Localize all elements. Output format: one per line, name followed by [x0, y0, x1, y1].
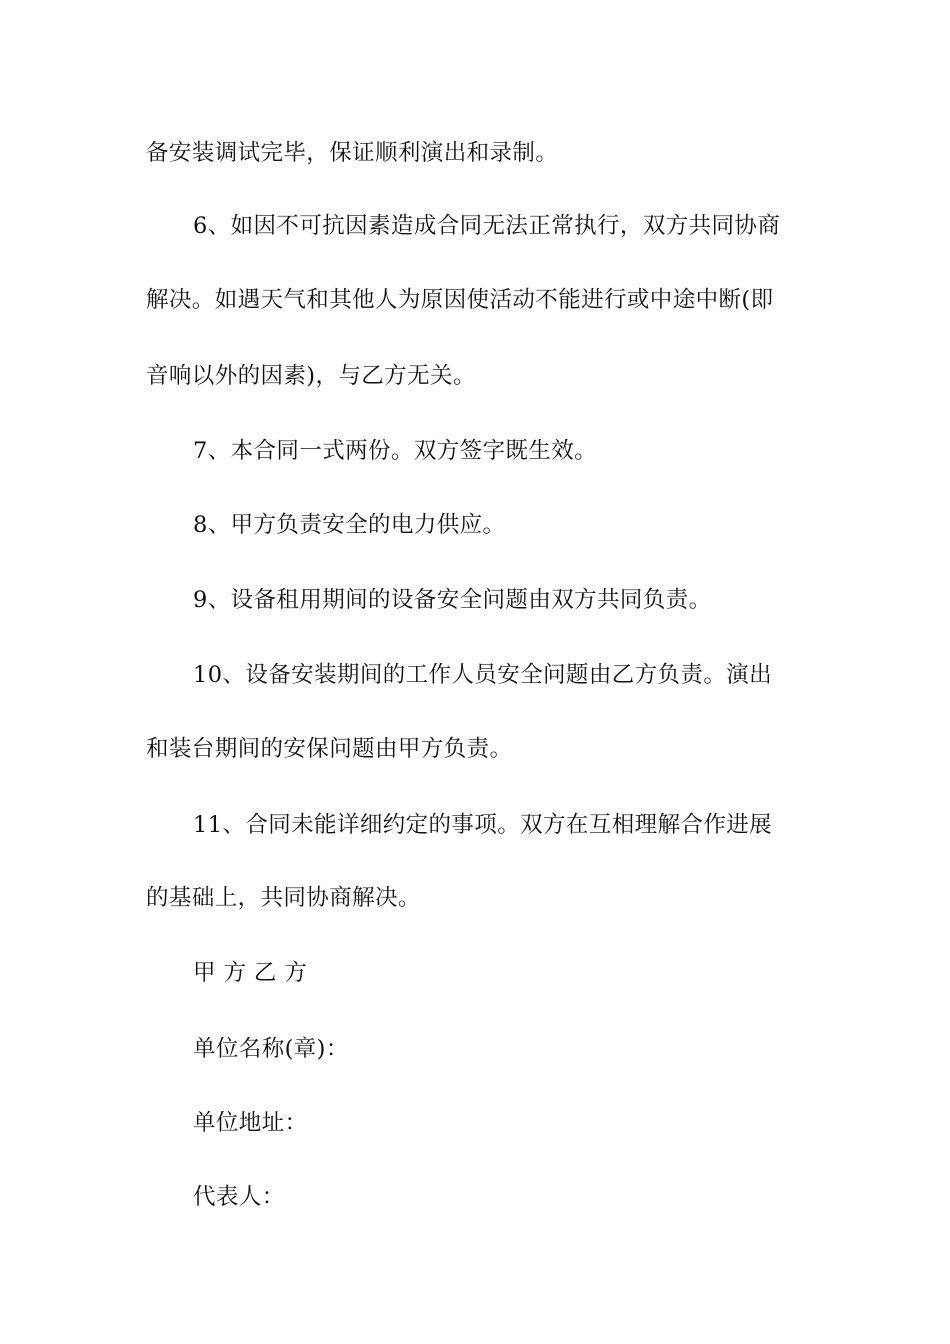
unit-address-label: 单位地址：	[193, 1110, 308, 1136]
clause-10-line-2: 和装台期间的安保问题由甲方负责。	[146, 736, 513, 762]
clause-11-line-2: 的基础上，共同协商解决。	[146, 885, 421, 911]
clause-6-line-1: 6、如因不可抗因素造成合同无法正常执行，双方共同协商	[193, 213, 781, 239]
representative-label: 代表人：	[193, 1184, 285, 1210]
clause-7: 7、本合同一式两份。双方签字既生效。	[193, 438, 598, 464]
clause-9: 9、设备租用期间的设备安全问题由双方共同负责。	[193, 587, 712, 613]
text-line-continuation: 备安装调试完毕，保证顺利演出和录制。	[146, 140, 559, 166]
clause-11-line-1: 11、合同未能详细约定的事项。双方在互相理解合作进展	[193, 812, 773, 838]
clause-6-line-3: 音响以外的因素)，与乙方无关。	[146, 363, 476, 389]
clause-6-line-2: 解决。如遇天气和其他人为原因使活动不能进行或中途中断(即	[146, 287, 774, 313]
party-headings: 甲 方 乙 方	[193, 960, 308, 986]
clause-8: 8、甲方负责安全的电力供应。	[193, 512, 506, 538]
clause-10-line-1: 10、设备安装期间的工作人员安全问题由乙方负责。演出	[193, 662, 773, 688]
unit-name-label: 单位名称(章)：	[193, 1036, 349, 1062]
